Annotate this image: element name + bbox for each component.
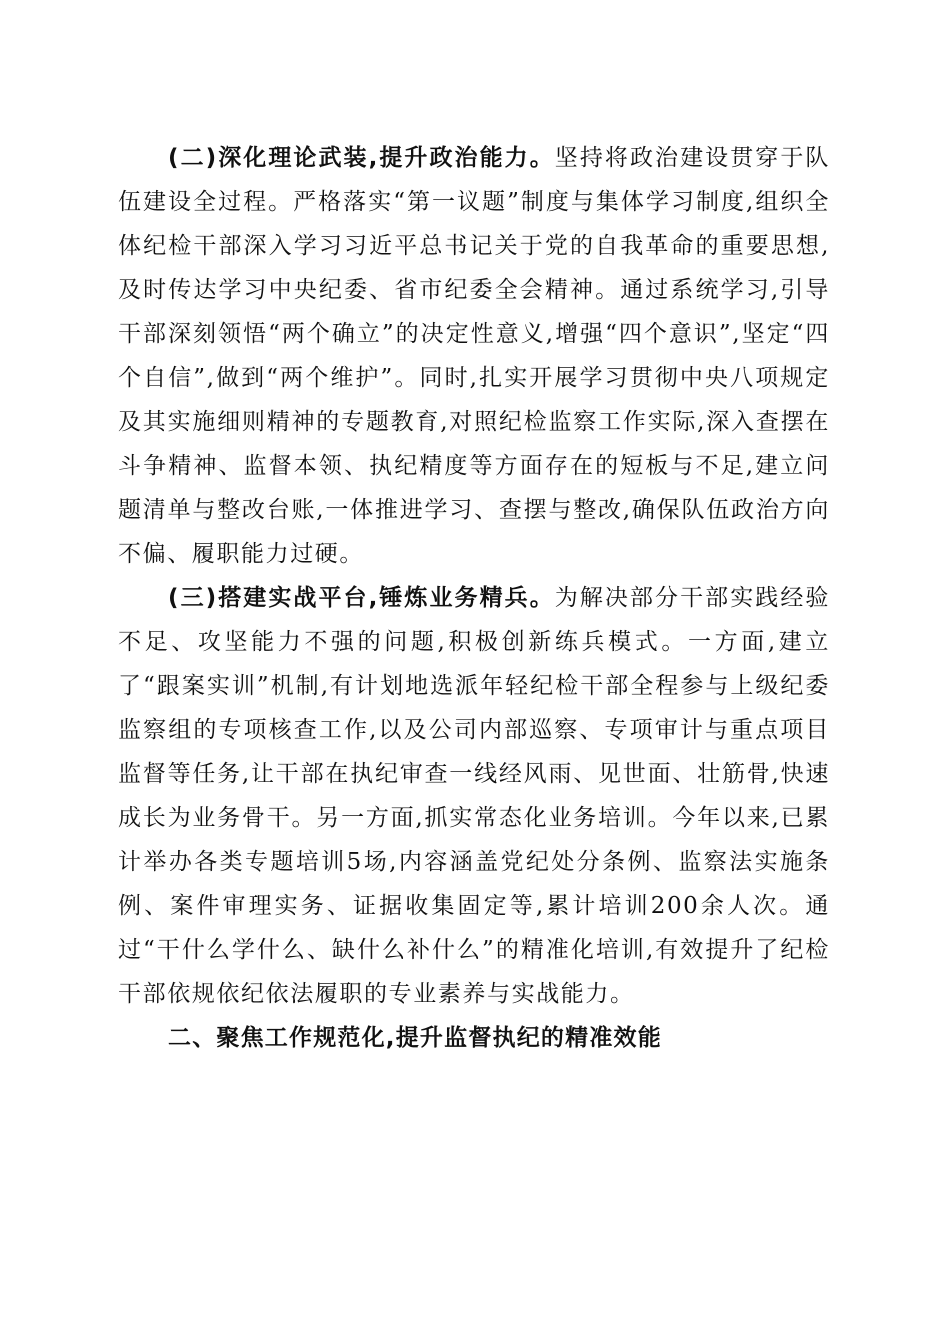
paragraph-lead: (二)深化理论武装,提升政治能力。 bbox=[168, 145, 555, 171]
paragraph-political-ability bbox=[118, 136, 830, 576]
document-body bbox=[118, 136, 830, 1060]
paragraph-practical-training bbox=[118, 576, 830, 1016]
paragraph-text: 坚持将政治建设贯穿于队伍建设全过程。严格落实“第一议题”制度与集体学习制度,组织全体纪检干部深入学习习近平总书记关于党的自我革命的重要思想,及时传达学习中央纪委、省市纪委全会精神。通过系统学习,引导干部深刻领悟“两个确立”的决定性意义,增强“四个意识”,坚定“四个自信”,做到“两个维护”。同时,扎实开展学习贯彻中央八项规定及其实施细则精神的专题教育,对照纪检监察工作实际,深入查摆在斗争精神、监督本领、执纪精度等方面存在的短板与不足,建立问题清单与整改台账,一体推进学习、查摆与整改,确保队伍政治方向不偏、履职能力过硬。 bbox=[118, 145, 830, 567]
paragraph-lead: (三)搭建实战平台,锤炼业务精兵。 bbox=[168, 585, 555, 611]
section-heading: 二、聚焦工作规范化,提升监督执纪的精准效能 bbox=[168, 1025, 662, 1051]
paragraph-text: 为解决部分干部实践经验不足、攻坚能力不强的问题,积极创新练兵模式。一方面,建立了“跟案实训”机制,有计划地选派年轻纪检干部全程参与上级纪委监察组的专项核查工作,以及公司内部巡察、专项审计与重点项目监督等任务,让干部在执纪审查一线经风雨、见世面、壮筋骨,快速成长为业务骨干。另一方面,抓实常态化业务培训。今年以来,已累计举办各类专题培训5场,内容涵盖党纪处分条例、监察法实施条例、案件审理实务、证据收集固定等,累计培训200余人次。通过“干什么学什么、缺什么补什么”的精准化培训,有效提升了纪检干部依规依纪依法履职的专业素养与实战能力。 bbox=[118, 585, 830, 1007]
